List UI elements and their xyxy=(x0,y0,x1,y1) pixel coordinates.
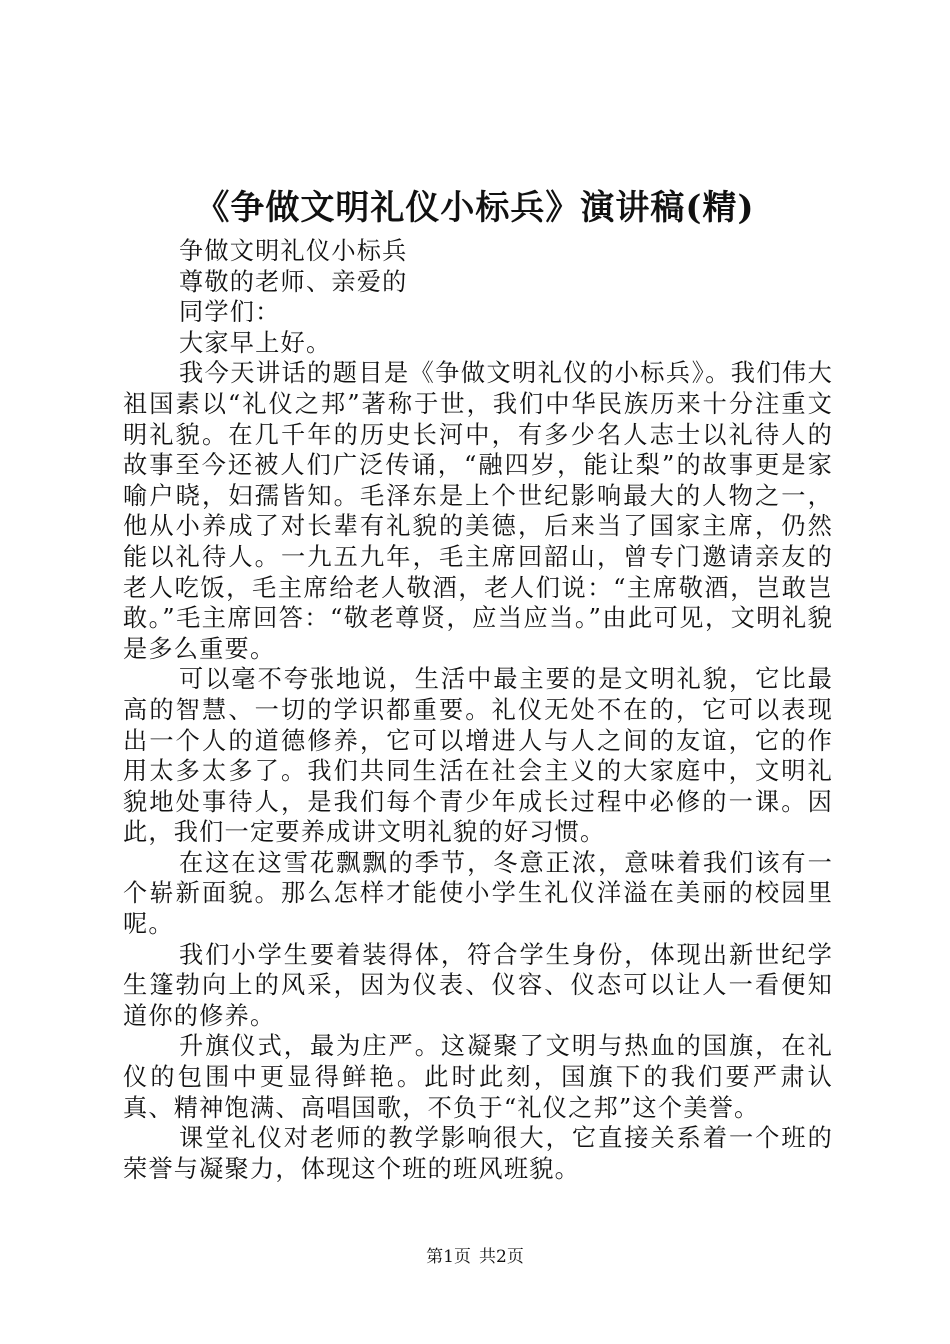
paragraph: 尊敬的老师、亲爱的 xyxy=(179,267,408,296)
document-title: 《争做文明礼仪小标兵》演讲稿(精) xyxy=(195,188,755,228)
paragraph: 我今天讲话的题目是《争做文明礼仪的小标兵》。我们伟大祖国素以“礼仪之邦”著称于世，我们中华民族历来十分注重文明礼貌。在几千年的历史长河中，有多少名人志士以礼待人的故事至今还被人们广泛传诵，“融四岁，能让梨”的故事更是家喻户晓，妇孺皆知。毛泽东是上个世纪影响最大的人物之一，他从小养成了对长辈有礼貌的美德，后来当了国家主席，仍然能以礼待人。一九五九年，毛主席回韶山，曾专门邀请亲友的老人吃饭，毛主席给老人敬酒，老人们说：“主席敬酒，岂敢岂敢。”毛主席回答：“敬老尊贤，应当应当。”由此可见，文明礼貌是多么重要。 xyxy=(123,359,833,663)
paragraph: 同学们： xyxy=(179,298,281,327)
page-number: 第1页 xyxy=(426,1247,471,1267)
paragraph: 可以毫不夸张地说，生活中最主要的是文明礼貌，它比最高的智慧、一切的学识都重要。礼仪无处不在的，它可以表现出一个人的道德修养，它可以增进人与人之间的友谊，它的作用太多太多了。我们共同生活在社会主义的大家庭中，文明礼貌地处事待人，是我们每个青少年成长过程中必修的一课。因此，我们一定要养成讲文明礼貌的好习惯。 xyxy=(123,665,833,847)
paragraph: 课堂礼仪对老师的教学影响很大，它直接关系着一个班的荣誉与凝聚力，体现这个班的班风班貌。 xyxy=(123,1124,833,1183)
page-total: 共2页 xyxy=(479,1247,524,1267)
paragraph: 大家早上好。 xyxy=(179,328,332,357)
paragraph: 升旗仪式，最为庄严。这凝聚了文明与热血的国旗，在礼仪的包围中更显得鲜艳。此时此刻，国旗下的我们要严肃认真、精神饱满、高唱国歌，不负于“礼仪之邦”这个美誉。 xyxy=(123,1032,833,1122)
paragraph: 在这在这雪花飘飘的季节，冬意正浓，意味着我们该有一个崭新面貌。那么怎样才能使小学生礼仪洋溢在美丽的校园里呢。 xyxy=(123,848,833,939)
paragraph: 我们小学生要着装得体，符合学生身份，体现出新世纪学生篷勃向上的风采，因为仪表、仪容、仪态可以让人一看便知道你的修养。 xyxy=(123,940,833,1030)
page-footer xyxy=(0,1246,950,1268)
paragraph: 争做文明礼仪小标兵 xyxy=(179,237,408,265)
document-body xyxy=(123,236,833,1184)
